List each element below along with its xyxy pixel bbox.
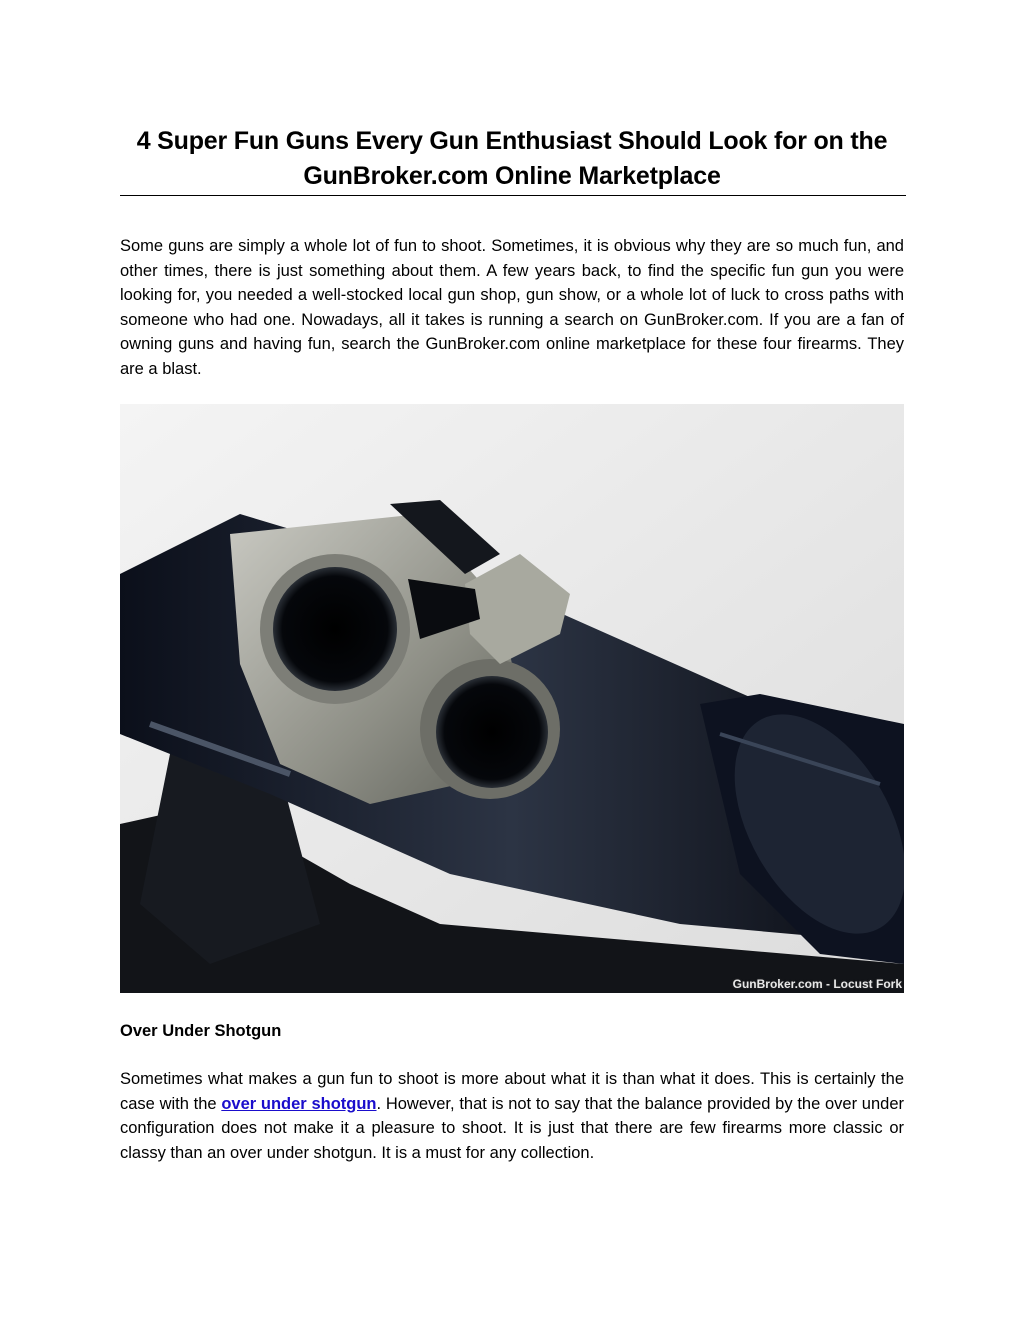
section-text-end: . However, that is not to say that the balance provided by the over under configuration does not make it a pleasure to shoot. It is just that there are few firearms more classic or classy than an over under shotgun. It is a must for any collection. <box>120 1094 905 1162</box>
section-paragraph <box>120 1067 904 1165</box>
over-under-shotgun-link[interactable]: over under shotgun <box>221 1094 377 1113</box>
shotgun-illustration <box>120 404 904 993</box>
section-text-start: Sometimes what makes a gun fun to shoot is more about what it is than what it does. This is certainly the case with the <box>120 1070 904 1113</box>
shotgun-photo <box>120 404 904 993</box>
article-title: 4 Super Fun Guns Every Gun Enthusiast Should Look for on the GunBroker.com Online Marketplace <box>136 127 888 190</box>
photo-watermark: GunBroker.com - Locust Fork <box>732 977 902 991</box>
title-underline <box>120 195 906 196</box>
intro-paragraph: Some guns are simply a whole lot of fun to shoot. Sometimes, it is obvious why they are so much fun, and other times, there is just something about them. A few years back, to find the specific fun gun you were looking for, you needed a well-stocked local gun shop, gun show, or a whole lot of luck to cross paths with someone who had one. Nowadays, all it takes is running a search on GunBroker.com. If you are a fan of owning guns and having fun, search the GunBroker.com online marketplace for these four firearms. They are a blast. <box>120 237 904 378</box>
section-heading: Over Under Shotgun <box>120 1022 282 1040</box>
